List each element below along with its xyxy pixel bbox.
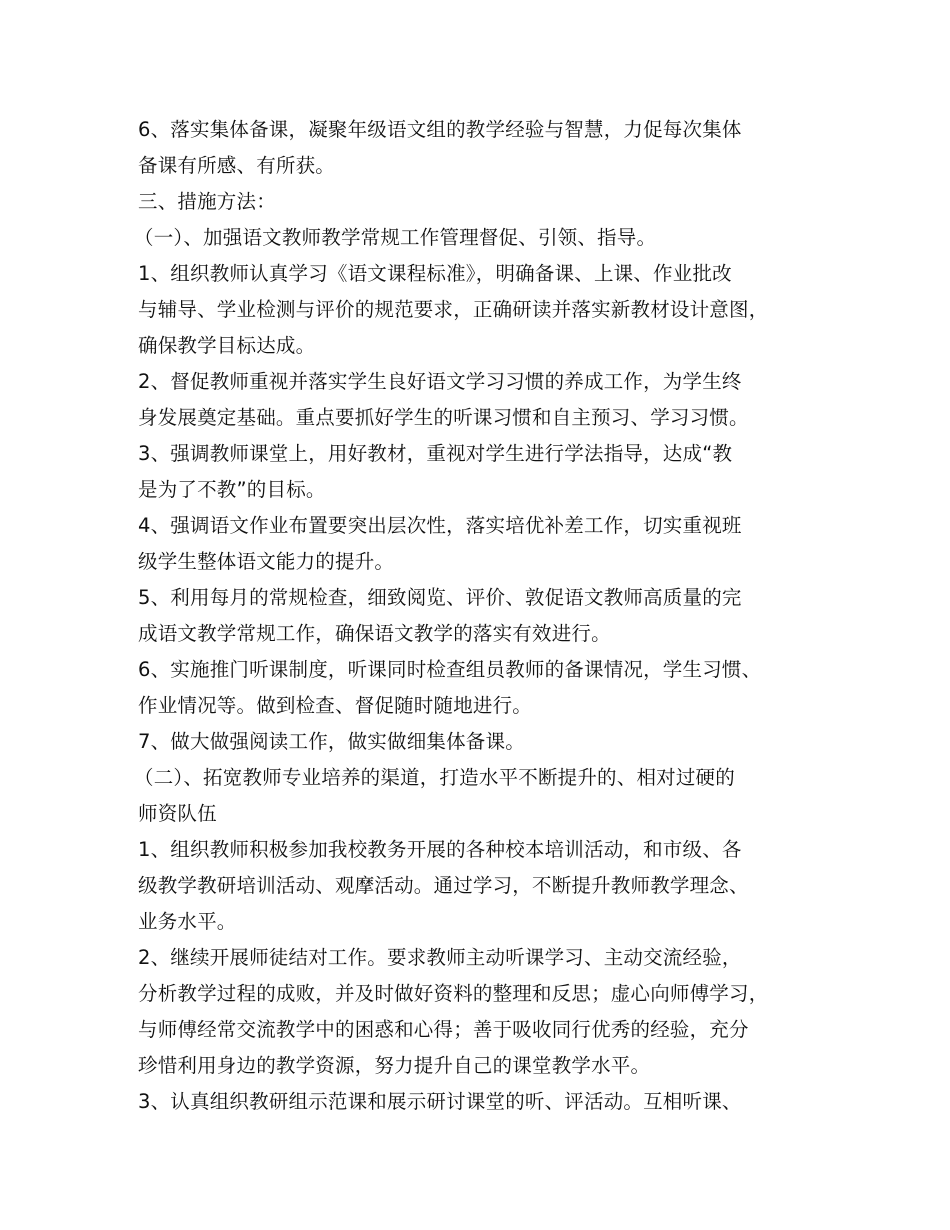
text-line: 成语文教学常规工作，确保语文教学的落实有效进行。 <box>138 622 611 645</box>
text-line: 级学生整体语文能力的提升。 <box>138 550 395 573</box>
text-line: 3、强调教师课堂上，用好教材，重视对学生进行学法指导，达成“教 <box>138 442 733 465</box>
text-line: 4、强调语文作业布置要突出层次性，落实培优补差工作，切实重视班 <box>138 514 742 537</box>
text-line: 6、实施推门听课制度，听课同时检查组员教师的备课情况，学生习惯、 <box>138 658 762 681</box>
section-heading: 三、措施方法： <box>138 190 276 213</box>
text-line: 是为了不教”的目标。 <box>138 478 326 501</box>
text-line: 6、落实集体备课，凝聚年级语文组的教学经验与智慧，力促每次集体 <box>138 118 742 141</box>
text-line: 备课有所感、有所获。 <box>138 154 336 177</box>
text-line: 作业情况等。做到检查、督促随时随地进行。 <box>138 694 533 717</box>
text-line: 与师傅经常交流教学中的困惑和心得；善于吸收同行优秀的经验，充分 <box>138 1018 749 1041</box>
text-line: 身发展奠定基础。重点要抓好学生的听课习惯和自主预习、学习习惯。 <box>138 406 749 429</box>
text-line: 5、利用每月的常规检查，细致阅览、评价、敦促语文教师高质量的完 <box>138 586 742 609</box>
subsection-heading: （一）、加强语文教师教学常规工作管理督促、引领、指导。 <box>134 226 657 249</box>
text-line: 3、认真组织教研组示范课和展示研讨课堂的听、评活动。互相听课、 <box>138 1090 742 1113</box>
text-line: 7、做大做强阅读工作，做实做细集体备课。 <box>138 730 525 753</box>
text-line: 业务水平。 <box>138 910 237 933</box>
text-line: 珍惜利用身边的教学资源，努力提升自己的课堂教学水平。 <box>138 1054 651 1077</box>
text-line: 与辅导、学业检测与评价的规范要求，正确研读并落实新教材设计意图， <box>138 298 769 321</box>
subsection-heading: 师资队伍 <box>138 802 217 825</box>
text-line: 2、继续开展师徒结对工作。要求教师主动听课学习、主动交流经验， <box>138 946 742 969</box>
subsection-heading: （二）、拓宽教师专业培养的渠道，打造水平不断提升的、相对过硬的 <box>134 766 735 789</box>
text-line: 确保教学目标达成。 <box>138 334 316 357</box>
text-line: 级教学教研培训活动、观摩活动。通过学习，不断提升教师教学理念、 <box>138 874 749 897</box>
text-line: 2、督促教师重视并落实学生良好语文学习习惯的养成工作，为学生终 <box>138 370 742 393</box>
text-line: 1、组织教师认真学习《语文课程标准》，明确备课、上课、作业批改 <box>138 262 732 285</box>
text-line: 分析教学过程的成败，并及时做好资料的整理和反思；虚心向师傅学习， <box>138 982 769 1005</box>
text-line: 1、组织教师积极参加我校教务开展的各种校本培训活动，和市级、各 <box>138 838 742 861</box>
